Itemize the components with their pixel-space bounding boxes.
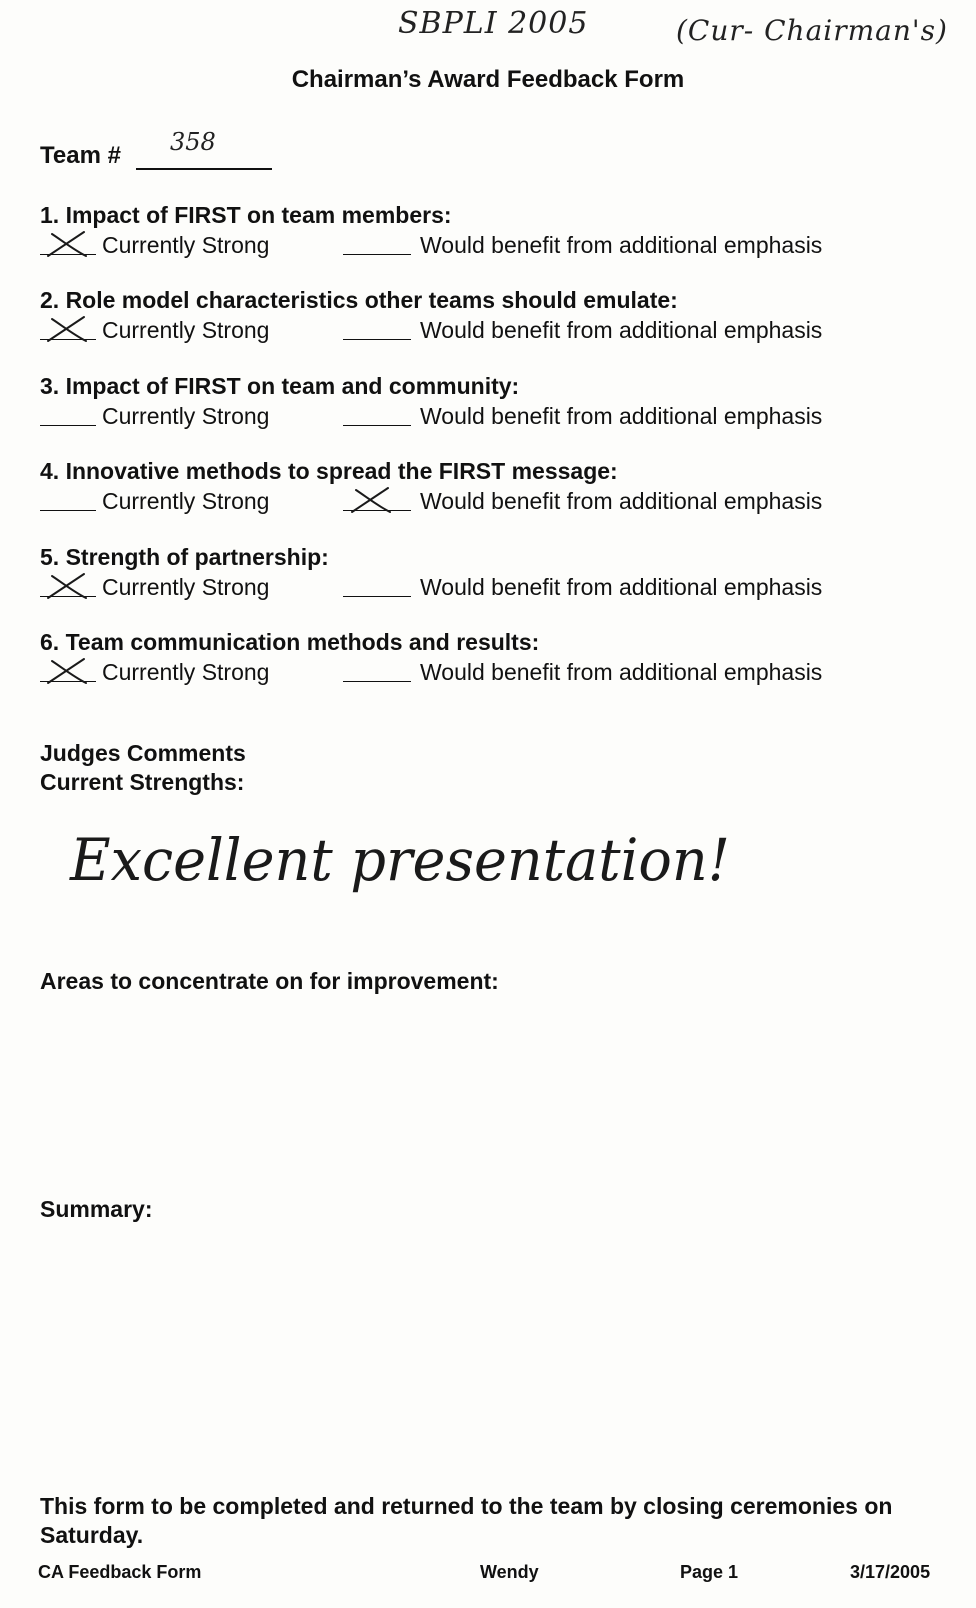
form-title: Chairman’s Award Feedback Form	[291, 66, 685, 93]
question-text: 4. Innovative methods to spread the FIRST message:	[40, 458, 618, 484]
question-3	[40, 371, 940, 431]
footer-judge: Wendy	[480, 1562, 539, 1582]
completion-instruction: This form to be completed and returned to the team by closing ceremonies on Saturday.	[40, 1493, 893, 1548]
question-options	[40, 657, 940, 687]
strong-label: Currently Strong	[102, 488, 270, 514]
strong-blank[interactable]	[40, 596, 96, 597]
emphasis-label: Would benefit from additional emphasis	[420, 574, 823, 600]
question-text: 3. Impact of FIRST on team and community:	[40, 373, 520, 399]
footer-page: Page 1	[680, 1562, 739, 1582]
emphasis-blank[interactable]	[343, 425, 411, 426]
check-mark-icon	[44, 653, 90, 689]
judges-comments-heading: Judges Comments	[40, 740, 246, 766]
handwritten-event-note: SBPLI 2005	[398, 6, 589, 41]
emphasis-blank[interactable]	[343, 596, 411, 597]
question-options	[40, 572, 940, 602]
check-mark-icon	[44, 226, 90, 262]
question-text: 1. Impact of FIRST on team members:	[40, 202, 452, 228]
team-number: 358	[170, 128, 216, 156]
strong-label: Currently Strong	[102, 574, 270, 600]
check-mark-icon	[44, 568, 90, 604]
question-options	[40, 230, 940, 260]
check-mark-icon	[44, 311, 90, 347]
footer-form-name: CA Feedback Form	[38, 1562, 202, 1582]
footer-date: 3/17/2005	[850, 1562, 931, 1582]
question-text: 2. Role model characteristics other teams should emulate:	[40, 287, 678, 313]
strong-blank[interactable]	[40, 681, 96, 682]
strong-blank[interactable]	[40, 510, 96, 511]
summary-label: Summary:	[40, 1196, 153, 1222]
current-strengths-label: Current Strengths:	[40, 769, 245, 795]
emphasis-label: Would benefit from additional emphasis	[420, 488, 823, 514]
strong-label: Currently Strong	[102, 232, 270, 258]
strong-label: Currently Strong	[102, 659, 270, 685]
strong-blank[interactable]	[40, 339, 96, 340]
emphasis-label: Would benefit from additional emphasis	[420, 659, 823, 685]
question-1	[40, 200, 940, 260]
improvement-label: Areas to concentrate on for improvement:	[40, 968, 499, 994]
question-6	[40, 627, 940, 687]
strong-blank[interactable]	[40, 425, 96, 426]
emphasis-blank[interactable]	[343, 510, 411, 511]
question-options	[40, 401, 940, 431]
handwritten-award-note: (Cur- Chairman's)	[676, 14, 948, 47]
emphasis-label: Would benefit from additional emphasis	[420, 403, 823, 429]
handwritten-comment	[60, 800, 780, 940]
question-text: 6. Team communication methods and results:	[40, 629, 540, 655]
question-options	[40, 486, 940, 516]
team-label: Team #	[40, 142, 121, 169]
check-mark-icon	[348, 482, 394, 518]
team-number-line	[136, 168, 272, 170]
emphasis-blank[interactable]	[343, 681, 411, 682]
question-options	[40, 315, 940, 345]
strong-label: Currently Strong	[102, 403, 270, 429]
emphasis-label: Would benefit from additional emphasis	[420, 232, 823, 258]
strong-label: Currently Strong	[102, 317, 270, 343]
emphasis-label: Would benefit from additional emphasis	[420, 317, 823, 343]
question-2	[40, 285, 940, 345]
question-text: 5. Strength of partnership:	[40, 544, 329, 570]
question-5	[40, 542, 940, 602]
emphasis-blank[interactable]	[343, 254, 411, 255]
strong-blank[interactable]	[40, 254, 96, 255]
handwritten-comment-text: Excellent presentation!	[69, 826, 731, 894]
emphasis-blank[interactable]	[343, 339, 411, 340]
question-4	[40, 456, 940, 516]
